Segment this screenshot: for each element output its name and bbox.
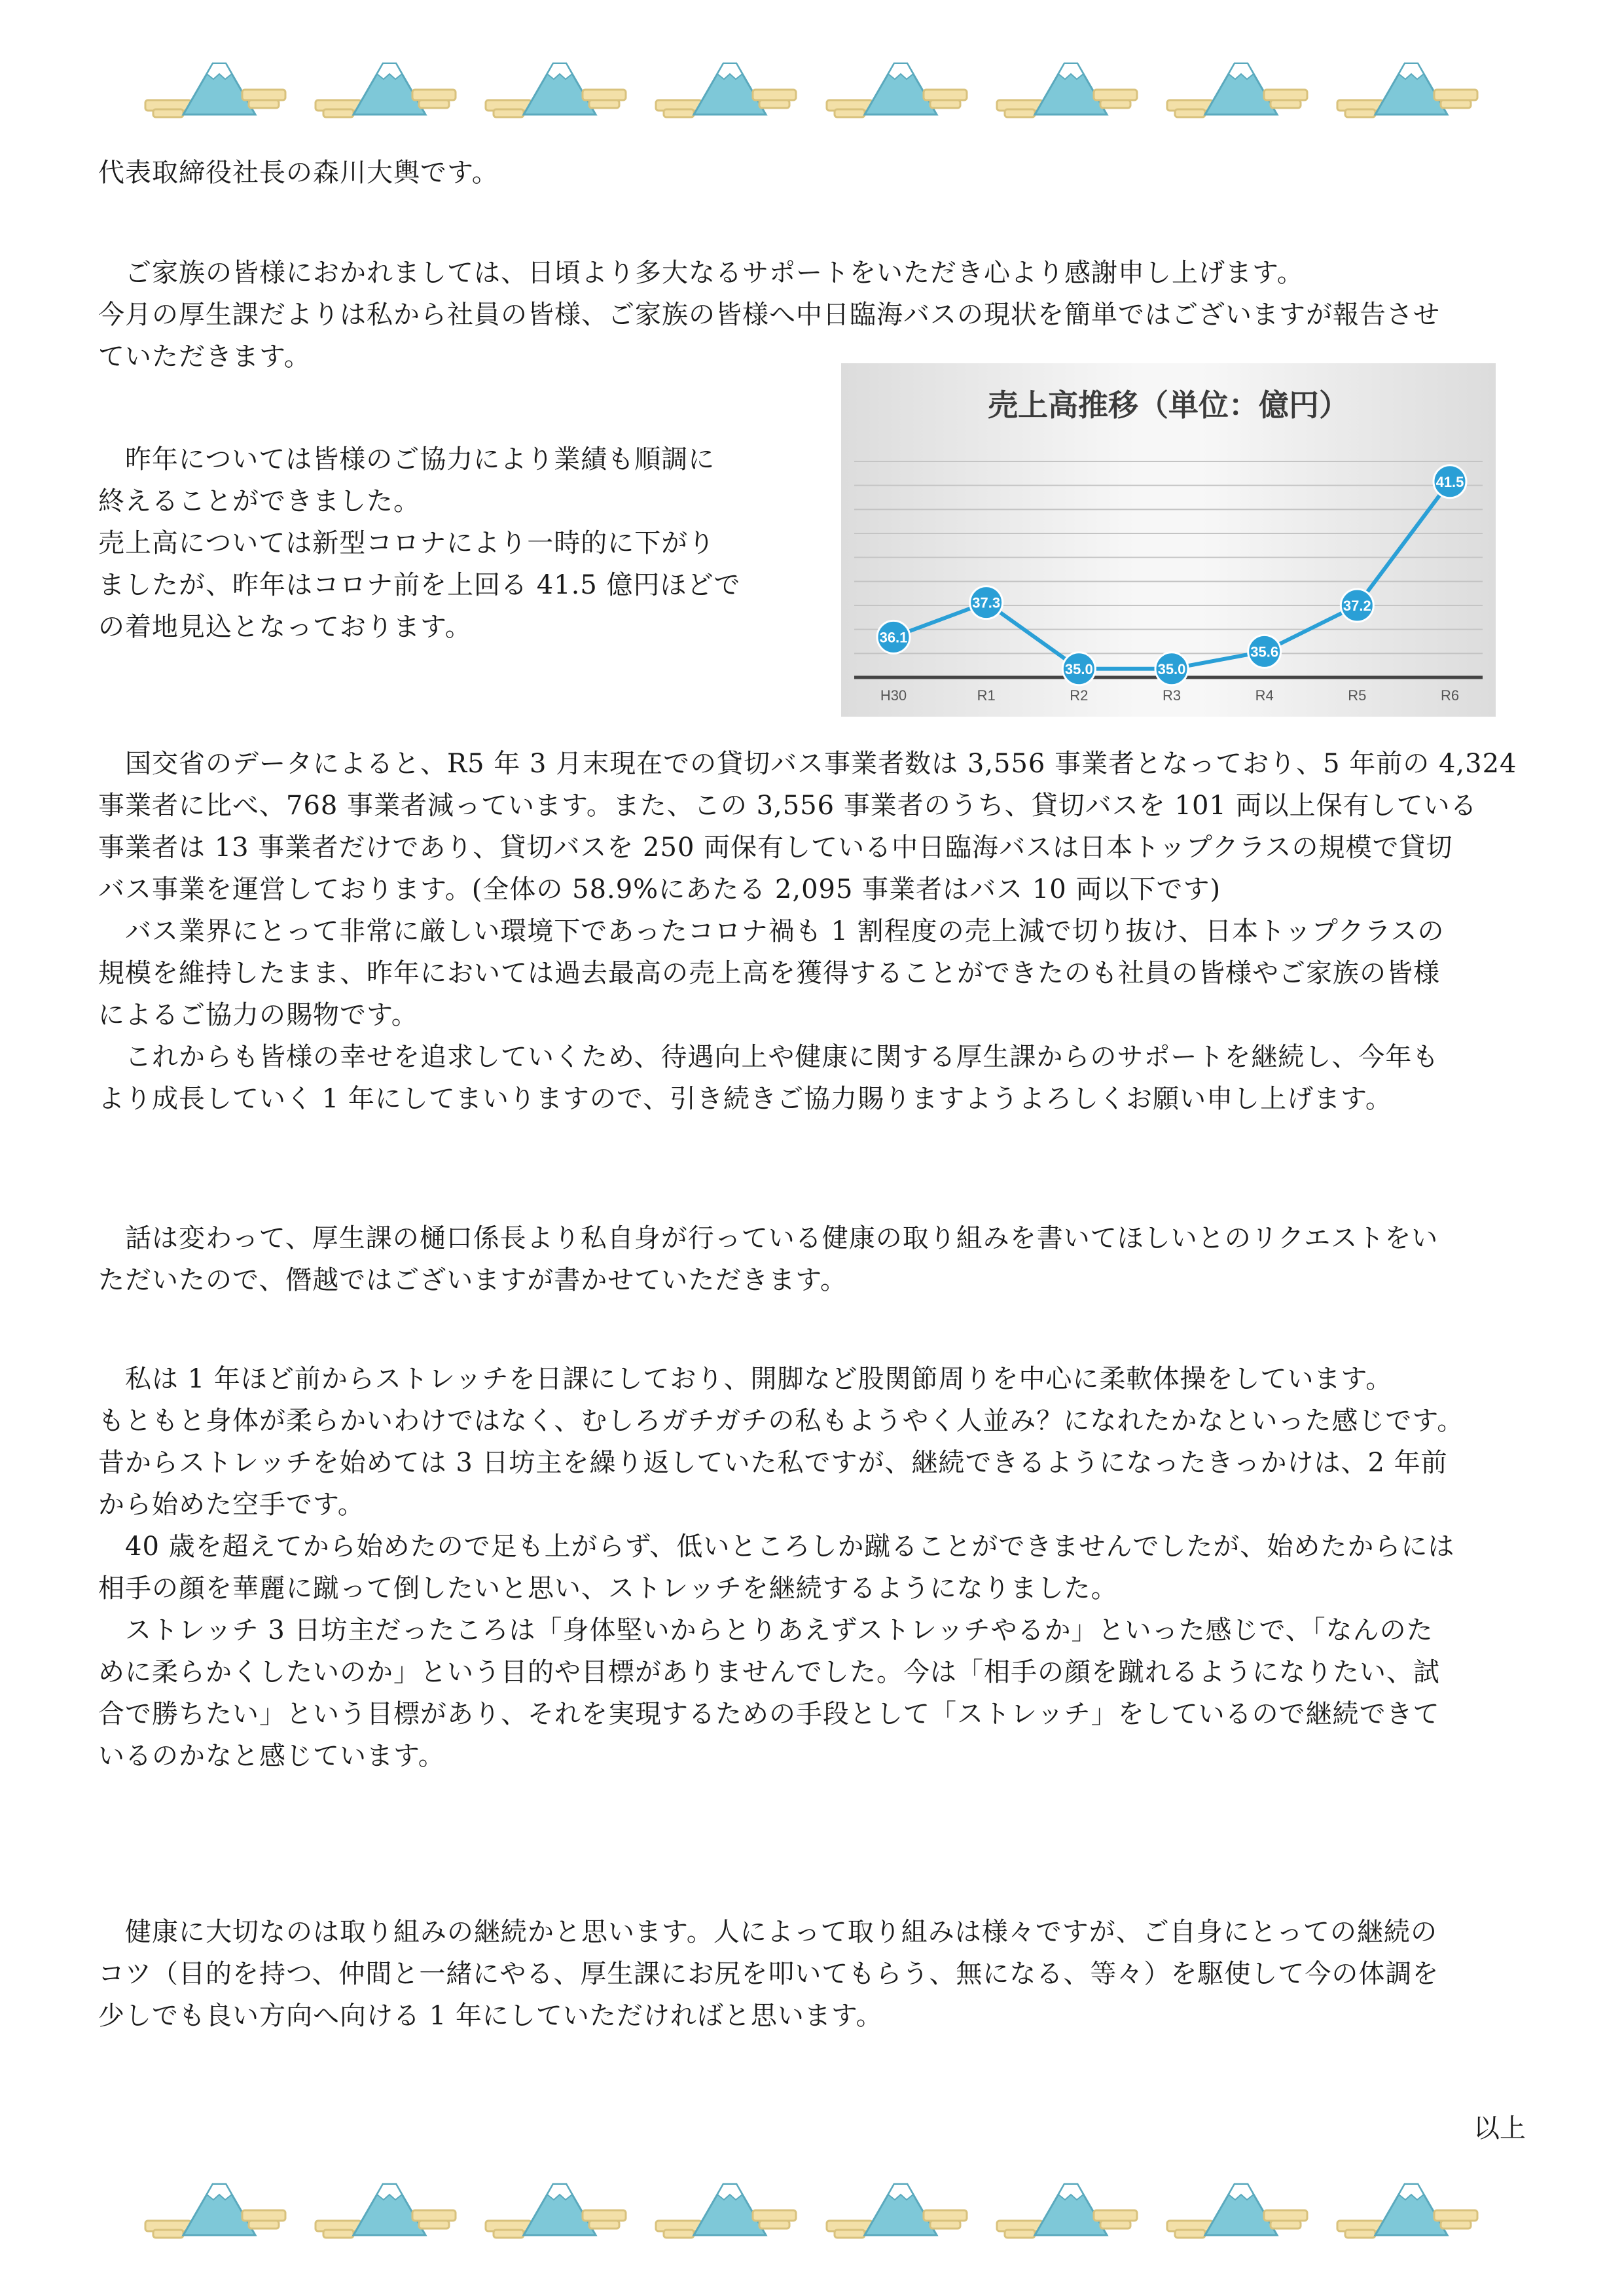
results-line: 売上高については新型コロナにより一時的に下がり	[98, 528, 715, 558]
stretch-line: 40 歳を超えてから始めたので足も上がらず、低いところしか蹴ることができませんでしたが、始めたからには	[98, 1532, 1455, 1562]
health-line: 少しでも良い方向へ向ける 1 年にしていただければと思います。	[98, 2001, 883, 2031]
chart-title: 売上高推移（単位：億円）	[988, 388, 1349, 422]
stretch-line: 昔からストレッチを始めては 3 日坊主を繰り返していた私ですが、継続できるようになったきっかけは、2 年前	[98, 1448, 1448, 1478]
industry-line: より成長していく 1 年にしてまいりますので、引き続きご協力賜りますようよろしくお願い申し上げます。	[98, 1084, 1392, 1114]
mount-fuji-icon	[996, 2170, 1140, 2248]
x-tick-label: R2	[1070, 687, 1089, 704]
stretch-line: 相手の顔を華麗に蹴って倒したいと思い、ストレッチを継続するようになりました。	[98, 1573, 1118, 1604]
mount-fuji-icon	[1336, 2170, 1480, 2248]
stretch-line: いるのかなと感じています。	[98, 1741, 445, 1771]
health-line: コツ（目的を持つ、仲間と一緒にやる、厚生課にお尻を叩いてもらう、無になる、等々）を駆使して今の体調を	[98, 1959, 1439, 1989]
mount-fuji-icon	[314, 2170, 458, 2248]
closing-text: 以上	[1473, 2113, 1526, 2144]
x-tick-label: R1	[977, 687, 996, 704]
intro-paragraph	[98, 252, 1532, 378]
request-line: 話は変わって、厚生課の樋口係長より私自身が行っている健康の取り組みを書いてほしいとのリクエストをい	[98, 1223, 1439, 1253]
industry-line: バス事業を運営しております。(全体の 58.9%にあたる 2,095 事業者はバス 10 両以下です)	[98, 874, 1221, 905]
data-label: 37.3	[972, 594, 1001, 611]
mount-fuji-icon	[1166, 2170, 1310, 2248]
mount-fuji-icon	[825, 2170, 969, 2248]
request-paragraph	[98, 1217, 1532, 1301]
stretch-line: 私は 1 年ほど前からストレッチを日課にしており、開脚など股関節周りを中心に柔軟体操をしています。	[98, 1364, 1393, 1394]
stretch-line: から始めた空手です。	[98, 1490, 365, 1520]
mount-fuji-icon	[655, 2170, 799, 2248]
results-line: ましたが、昨年はコロナ前を上回る 41.5 億円ほどで	[98, 570, 741, 600]
mount-fuji-icon	[655, 49, 799, 128]
greeting-line	[98, 152, 1532, 194]
data-label: 36.1	[879, 629, 908, 646]
intro-line: ご家族の皆様におかれましては、日頃より多大なるサポートをいただき心より感謝申し上げます。	[98, 258, 1304, 288]
data-label: 35.0	[1064, 660, 1093, 677]
sales-chart-svg	[841, 363, 1496, 717]
stretch-line: めに柔らかくしたいのか」という目的や目標がありませんでした。今は「相手の顔を蹴れるようになりたい、試	[98, 1657, 1440, 1687]
mount-fuji-icon	[144, 2170, 288, 2248]
health-line: 健康に大切なのは取り組みの継続かと思います。人によって取り組みは様々ですが、ご自身にとっての継続の	[98, 1917, 1437, 1947]
industry-line: 国交省のデータによると、R5 年 3 月末現在での貸切バス事業者数は 3,556 事業者となっており、5 年前の 4,324	[98, 749, 1517, 779]
x-tick-label: R3	[1162, 687, 1182, 704]
mount-fuji-icon	[484, 49, 628, 128]
results-line: 終えることができました。	[98, 486, 420, 516]
mount-fuji-icon	[1336, 49, 1480, 128]
mount-fuji-icon	[1166, 49, 1310, 128]
intro-line: 今月の厚生課だよりは私から社員の皆様、ご家族の皆様へ中日臨海バスの現状を簡単ではございますが報告させ	[98, 300, 1440, 330]
industry-line: 事業者は 13 事業者だけであり、貸切バスを 250 両保有している中日臨海バスは日本トップクラスの規模で貸切	[98, 833, 1453, 863]
mount-fuji-icon	[314, 49, 458, 128]
health-paragraph	[98, 1911, 1532, 2037]
industry-line: バス業界にとって非常に厳しい環境下であったコロナ禍も 1 割程度の売上減で切り抜け、日本トップクラスの	[98, 916, 1445, 946]
mount-fuji-icon	[996, 49, 1140, 128]
x-tick-label: R6	[1440, 687, 1460, 704]
stretch-paragraph	[98, 1358, 1532, 1777]
results-line: の着地見込となっております。	[98, 612, 472, 642]
x-tick-label: R4	[1255, 687, 1274, 704]
industry-line: によるご協力の賜物です。	[98, 1000, 418, 1030]
data-label: 37.2	[1343, 598, 1371, 614]
stretch-line: ストレッチ 3 日坊主だったころは「身体堅いからとりあえずストレッチやるか」といった感じで、「なんのた	[98, 1615, 1434, 1645]
data-label: 35.6	[1250, 643, 1279, 660]
results-paragraph	[98, 439, 785, 648]
industry-line: 事業者に比べ、768 事業者減っています。また、この 3,556 事業者のうち、貸切バスを 101 両以上保有している	[98, 791, 1477, 821]
top-fuji-border	[144, 39, 1480, 137]
intro-line: ていただきます。	[98, 342, 311, 372]
mount-fuji-icon	[484, 2170, 628, 2248]
x-tick-label: H30	[880, 687, 907, 704]
mount-fuji-icon	[825, 49, 969, 128]
data-label: 41.5	[1435, 473, 1464, 490]
x-tick-label: R5	[1348, 687, 1367, 704]
greeting-text: 代表取締役社長の森川大輿です。	[98, 158, 499, 188]
results-line: 昨年については皆様のご協力により業績も順調に	[98, 444, 715, 475]
stretch-line: もともと身体が柔らかいわけではなく、むしろガチガチの私もようやく人並み？になれたかなといった感じです。	[98, 1406, 1464, 1436]
bottom-fuji-border	[144, 2160, 1480, 2258]
industry-line: これからも皆様の幸せを追求していくため、待遇向上や健康に関する厚生課からのサポートを継続し、今年も	[98, 1042, 1439, 1072]
data-label: 35.0	[1157, 660, 1186, 677]
stretch-line: 合で勝ちたい」という目標があり、それを実現するための手段として「ストレッチ」をしているので継続できて	[98, 1699, 1440, 1729]
industry-paragraph	[98, 743, 1532, 1120]
request-line: ただいたので、僭越ではございますが書かせていただきます。	[98, 1265, 847, 1295]
sales-chart	[841, 363, 1496, 717]
industry-line: 規模を維持したまま、昨年においては過去最高の売上高を獲得することができたのも社員の皆様やご家族の皆様	[98, 958, 1440, 988]
mount-fuji-icon	[144, 49, 288, 128]
